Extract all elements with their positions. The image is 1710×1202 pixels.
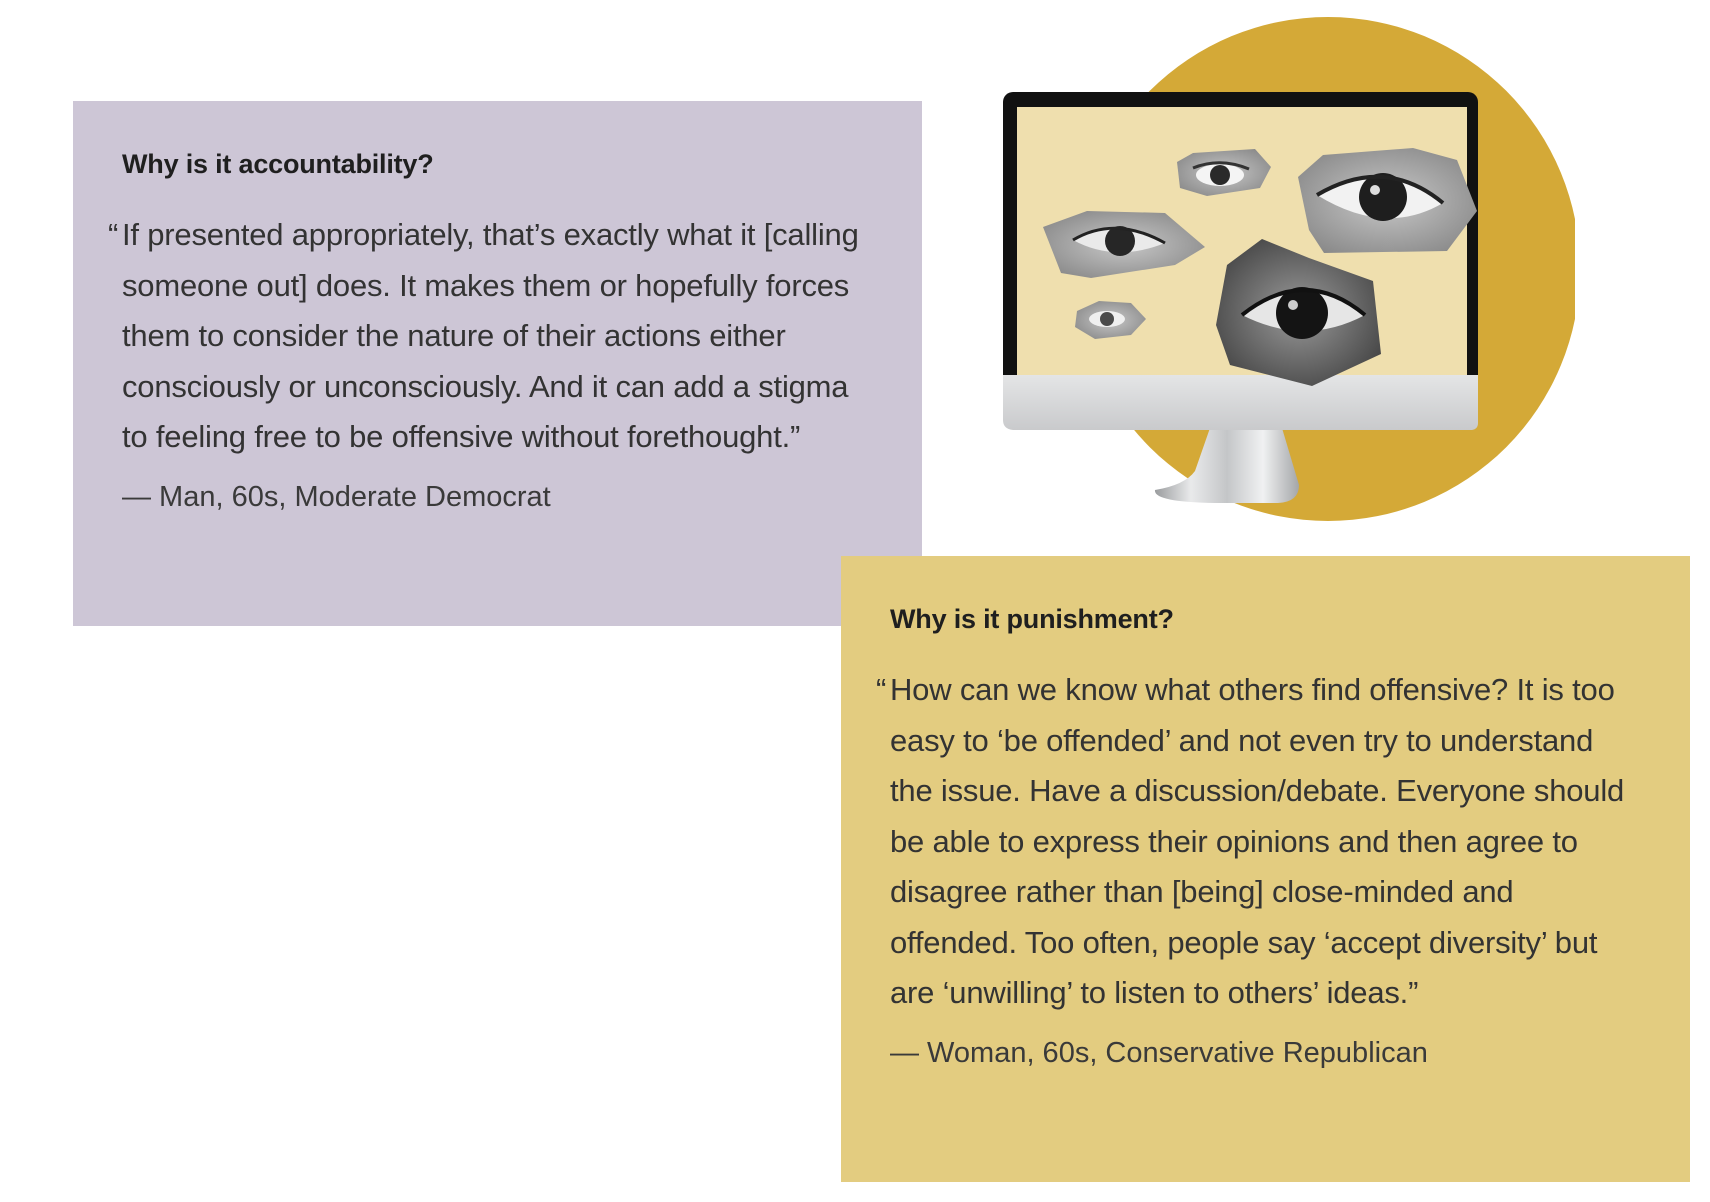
open-quote-mark: “ (876, 672, 887, 707)
punishment-quote-text: How can we know what others find offensive? It is too easy to ‘be offended’ and not even try to understand the issue. Have a discussion/debate. Everyone should be able to express their opinions and then agree to disagree rather than [being] close-minded and offended. Too often, people say ‘accept diversity’ but are ‘unwilling’ to listen to others’ ideas.” (890, 672, 1625, 1010)
punishment-quote (876, 665, 1640, 1019)
punishment-quote-card (841, 556, 1690, 1182)
eye-icon (1298, 148, 1477, 253)
accountability-quote-text: If presented appropriately, that’s exactly what it [calling someone out] does. It makes them or hopefully forces them to consider the nature of their actions either consciously or unconsciously. And it can add a stigma to feeling free to be offensive without forethought.” (122, 217, 859, 454)
punishment-attribution: — Woman, 60s, Conservative Republican (890, 1036, 1428, 1069)
open-quote-mark: “ (108, 217, 119, 252)
accountability-quote (108, 210, 872, 463)
monitor-bezel (1003, 375, 1478, 430)
monitor-eyes-illustration (995, 15, 1575, 525)
accountability-quote-card (73, 101, 922, 626)
accountability-heading: Why is it accountability? (122, 149, 434, 179)
punishment-heading: Why is it punishment? (890, 604, 1174, 634)
accountability-attribution: — Man, 60s, Moderate Democrat (122, 480, 551, 513)
